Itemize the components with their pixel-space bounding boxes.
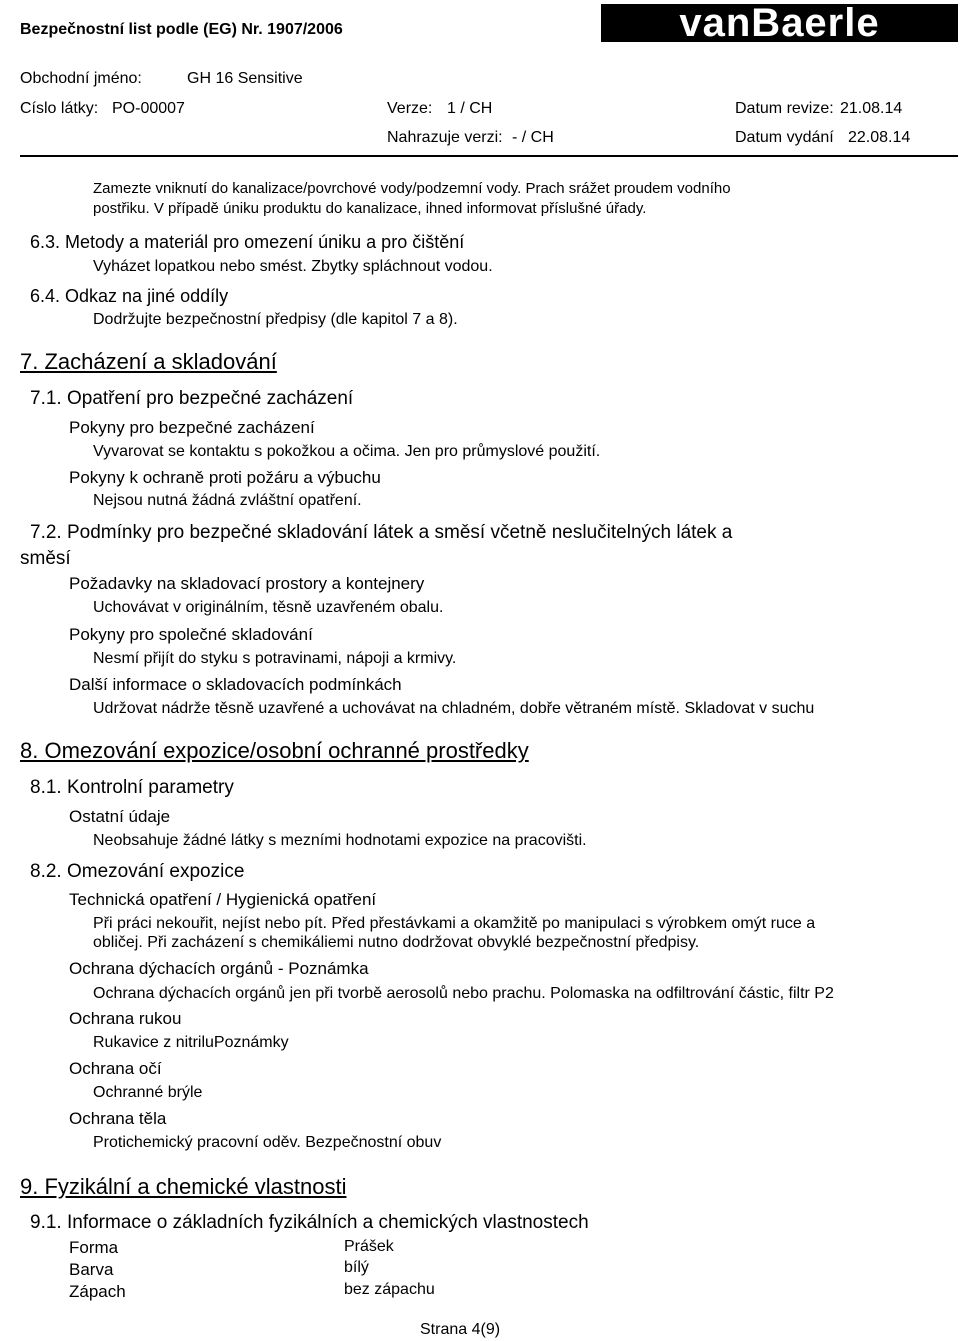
- section-7-2-subheading-storage: Požadavky na skladovací prostory a kontejnery: [69, 574, 425, 593]
- section-6-3-text: Vyházet lopatkou nebo smést. Zbytky spláchnout vodou.: [93, 258, 493, 275]
- section-7-heading: 7. Zacházení a skladování: [20, 349, 277, 374]
- replaces-version-value: - / CH: [512, 129, 554, 146]
- section-8-2-heading: 8.2. Omezování expozice: [30, 861, 245, 882]
- header-divider: [20, 155, 958, 157]
- section-7-2-subheading-co-storage: Pokyny pro společné skladování: [69, 625, 313, 644]
- version-label: Verze:: [387, 100, 433, 117]
- section-8-2-text-body: Protichemický pracovní oděv. Bezpečnostní obuv: [93, 1134, 442, 1151]
- section-7-1-text-fire: Nejsou nutná žádná zvláštní opatření.: [93, 492, 362, 509]
- substance-number-value: PO-00007: [112, 100, 185, 117]
- section-8-2-subheading-body: Ochrana těla: [69, 1109, 167, 1128]
- section-8-2-subheading-hand: Ochrana rukou: [69, 1009, 182, 1028]
- page-number: Strana 4(9): [420, 1321, 501, 1338]
- property-value-color: bílý: [344, 1259, 369, 1276]
- version-value: 1 / CH: [447, 100, 493, 117]
- property-value-odor: bez zápachu: [344, 1281, 435, 1298]
- section-7-2-heading-line1: 7.2. Podmínky pro bezpečné skladování látek a směsí včetně neslučitelných látek a: [30, 522, 733, 543]
- section-7-2-heading-line2: směsí: [20, 548, 71, 569]
- section-7-2-text-storage: Uchovávat v originálním, těsně uzavřeném obalu.: [93, 599, 444, 616]
- section-7-1-heading: 7.1. Opatření pro bezpečné zacházení: [30, 388, 354, 409]
- document-title: Bezpečnostní list podle (EG) Nr. 1907/2006: [20, 21, 343, 38]
- section-8-2-subheading-technical: Technická opatření / Hygienická opatření: [69, 890, 377, 909]
- section-7-2-text-further: Udržovat nádrže těsně uzavřené a uchovávat na chladném, dobře větraném místě. Skladovat v suchu: [93, 700, 815, 717]
- section-8-2-text-technical-line1: Při práci nekouřit, nejíst nebo pít. Před přestávkami a okamžitě po manipulaci s výrobkem omýt ruce a: [93, 915, 816, 932]
- intro-text-line1: Zamezte vniknutí do kanalizace/povrchové vody/podzemní vody. Prach srážet proudem vodního: [93, 180, 731, 197]
- section-8-2-subheading-respiratory: Ochrana dýchacích orgánů - Poznámka: [69, 959, 369, 978]
- trade-name-label: Obchodní jméno:: [20, 70, 142, 87]
- property-label-odor: Zápach: [69, 1282, 126, 1301]
- section-6-4-heading: 6.4. Odkaz na jiné oddíly: [30, 286, 229, 306]
- section-8-1-subheading-other: Ostatní údaje: [69, 807, 171, 826]
- section-8-1-heading: 8.1. Kontrolní parametry: [30, 777, 234, 798]
- section-8-2-text-eye: Ochranné brýle: [93, 1084, 203, 1101]
- revision-date-label: Datum revize:: [735, 100, 834, 117]
- company-logo: vanBaerle: [601, 4, 958, 42]
- section-7-1-subheading-handling: Pokyny pro bezpečné zacházení: [69, 418, 315, 437]
- issue-date-label: Datum vydání: [735, 129, 834, 146]
- section-7-1-subheading-fire: Pokyny k ochraně proti požáru a výbuchu: [69, 468, 381, 487]
- section-8-2-text-respiratory: Ochrana dýchacích orgánů jen při tvorbě aerosolů nebo prachu. Polomaska na odfiltrování částic, filtr P2: [93, 985, 834, 1002]
- property-value-form: Prášek: [344, 1238, 394, 1255]
- trade-name-value: GH 16 Sensitive: [187, 70, 303, 87]
- intro-text-line2: postřiku. V případě úniku produktu do kanalizace, ihned informovat příslušné úřady.: [93, 200, 647, 217]
- section-6-3-heading: 6.3. Metody a materiál pro omezení úniku a pro čištění: [30, 232, 465, 252]
- section-8-2-text-hand: Rukavice z nitriluPoznámky: [93, 1034, 289, 1051]
- section-7-2-subheading-further: Další informace o skladovacích podmínkách: [69, 675, 402, 694]
- issue-date-value: 22.08.14: [848, 129, 911, 146]
- revision-date-value: 21.08.14: [840, 100, 903, 117]
- section-6-4-text: Dodržujte bezpečnostní předpisy (dle kapitol 7 a 8).: [93, 311, 458, 328]
- section-8-2-text-technical-line2: obličej. Při zacházení s chemikáliemi nutno dodržovat obvyklé bezpečnostní předpisy.: [93, 934, 700, 951]
- section-9-heading: 9. Fyzikální a chemické vlastnosti: [20, 1174, 347, 1199]
- section-8-2-subheading-eye: Ochrana očí: [69, 1059, 162, 1078]
- section-7-2-text-co-storage: Nesmí přijít do styku s potravinami, nápoji a krmivy.: [93, 650, 457, 667]
- section-8-1-text-other: Neobsahuje žádné látky s mezními hodnotami expozice na pracovišti.: [93, 832, 587, 849]
- replaces-version-label: Nahrazuje verzi:: [387, 129, 503, 146]
- section-9-1-heading: 9.1. Informace o základních fyzikálních a chemických vlastnostech: [30, 1212, 589, 1233]
- section-8-heading: 8. Omezování expozice/osobní ochranné prostředky: [20, 738, 529, 763]
- section-7-1-text-handling: Vyvarovat se kontaktu s pokožkou a očima. Jen pro průmyslové použití.: [93, 443, 601, 460]
- property-label-form: Forma: [69, 1238, 119, 1257]
- substance-number-label: Císlo látky:: [20, 100, 99, 117]
- property-label-color: Barva: [69, 1260, 114, 1279]
